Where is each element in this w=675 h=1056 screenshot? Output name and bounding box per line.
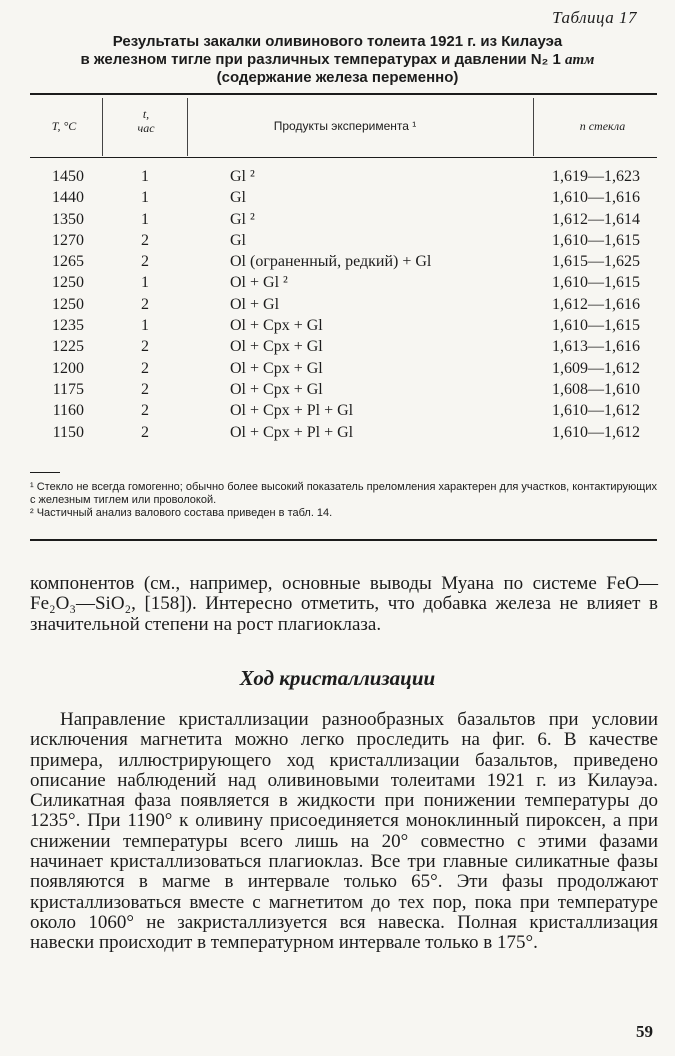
cell-temperature: 1160	[52, 402, 84, 420]
cell-refraction: 1,610—1,616	[552, 189, 640, 207]
table-caption	[0, 33, 675, 87]
header-temperature: T, °C	[51, 119, 77, 133]
cell-products: Ol + Cpx + Gl	[230, 317, 323, 335]
cell-time: 2	[141, 253, 149, 271]
caption-unit: атм	[564, 52, 595, 68]
table-row	[0, 274, 675, 295]
cell-temperature: 1440	[52, 189, 84, 207]
cell-time: 2	[141, 359, 149, 377]
cell-temperature: 1350	[52, 210, 84, 228]
cell-temperature: 1270	[52, 231, 84, 249]
cell-temperature: 1225	[52, 338, 84, 356]
table-row	[0, 424, 675, 445]
cell-refraction: 1,612—1,614	[552, 210, 640, 228]
column-divider	[102, 98, 103, 156]
section-title: Ход кристаллизации	[239, 666, 436, 690]
paragraph-1: компонентов (см., например, основные выводы Муана по системе FeO—Fe₂O₃—SiO₂, [158]). Интересно отметить, что добавка железа не влияет в значительной степени на рост плагиоклаза.	[30, 573, 658, 635]
cell-time: 1	[141, 274, 149, 292]
cell-temperature: 1265	[52, 253, 84, 271]
page-number: 59	[636, 1022, 653, 1041]
cell-refraction: 1,613—1,616	[552, 338, 640, 356]
table-body	[0, 168, 675, 445]
table-row	[0, 211, 675, 232]
cell-refraction: 1,608—1,610	[552, 380, 640, 398]
table-row	[0, 338, 675, 359]
footnote-2: ² Частичный анализ валового состава приведен в табл. 14.	[30, 507, 333, 519]
table-row	[0, 381, 675, 402]
table-header-rule	[30, 157, 657, 158]
cell-refraction: 1,610—1,615	[552, 317, 640, 335]
cell-products: Ol + Cpx + Gl	[230, 338, 323, 356]
table-label: Таблица 17	[552, 8, 637, 27]
cell-products: Ol + Cpx + Gl	[230, 359, 323, 377]
cell-refraction: 1,610—1,612	[552, 423, 640, 441]
table-bottom-rule	[30, 539, 657, 541]
cell-products: Gl	[230, 189, 246, 207]
caption-line-3: (содержание железа переменно)	[216, 69, 459, 86]
table-row	[0, 253, 675, 274]
table-row	[0, 232, 675, 253]
cell-products: Gl ²	[230, 210, 255, 228]
cell-temperature: 1235	[52, 317, 84, 335]
caption-line-2: в железном тигле при различных температурах и давлении N₂ 1 атм	[80, 51, 595, 68]
cell-products: Ol (ограненный, редкий) + Gl	[230, 253, 432, 271]
footnotes	[30, 481, 657, 520]
cell-temperature: 1450	[52, 168, 84, 185]
caption-line-1: Результаты закалки оливинового толеита 1921 г. из Килауэа	[112, 33, 563, 50]
column-divider	[187, 98, 188, 156]
footnote-rule	[30, 472, 60, 473]
cell-refraction: 1,615—1,625	[552, 253, 640, 271]
cell-products: Ol + Gl ²	[230, 274, 288, 292]
cell-time: 2	[141, 423, 149, 441]
cell-time: 2	[141, 231, 149, 249]
cell-time: 1	[141, 189, 149, 207]
cell-products: Gl ²	[230, 168, 255, 185]
cell-refraction: 1,610—1,612	[552, 402, 640, 420]
cell-time: 1	[141, 210, 149, 228]
cell-products: Ol + Gl	[230, 295, 280, 313]
table-row	[0, 360, 675, 381]
header-products: Продукты эксперимента ¹	[273, 119, 417, 133]
cell-refraction: 1,619—1,623	[552, 168, 640, 185]
table-row	[0, 168, 675, 189]
table-row	[0, 402, 675, 423]
cell-refraction: 1,609—1,612	[552, 359, 640, 377]
cell-temperature: 1150	[52, 423, 84, 441]
footnote-1: ¹ Стекло не всегда гомогенно; обычно более высокий показатель преломления характерен для участков, контактирующих с железным тиглем или проволокой.	[30, 481, 657, 506]
header-time: t, час	[137, 107, 155, 135]
cell-time: 2	[141, 338, 149, 356]
cell-temperature: 1175	[52, 380, 84, 398]
cell-products: Ol + Cpx + Pl + Gl	[230, 402, 354, 420]
cell-products: Ol + Cpx + Gl	[230, 380, 323, 398]
cell-refraction: 1,610—1,615	[552, 231, 640, 249]
cell-time: 1	[141, 317, 149, 335]
column-divider	[533, 98, 534, 156]
cell-temperature: 1200	[52, 359, 84, 377]
cell-products: Gl	[230, 231, 246, 249]
table-row	[0, 189, 675, 210]
cell-time: 2	[141, 295, 149, 313]
cell-products: Ol + Cpx + Pl + Gl	[230, 423, 354, 441]
header-refraction: n стекла	[579, 119, 626, 133]
paragraph-2: Направление кристаллизации разнообразных базальтов при условии исключения магнетита можно легко проследить на фиг. 6. В качестве примера, иллюстрирующего ход кристаллизации базальтов, приведено описание наблюдений над оливиновыми толеитами 1921 г. из Килауэа. Силикатная фаза появляется в жидкости при понижении температуры до 1235°. При 1190° к оливину присоединяется моноклинный пироксен, а при снижении температуры всего лишь на 20° совместно с этими фазами начинает кристаллизоваться плагиоклаз. Все три главные силикатные фазы появляются в магме в интервале только 65°. Эти фазы продолжают кристаллизоваться вместе с магнетитом до тех пор, пока при температуре около 1060° не закристаллизуется вся навеска. Полная кристаллизация навески происходит в температурном интервале только в 175°.	[30, 709, 658, 954]
cell-refraction: 1,610—1,615	[552, 274, 640, 292]
cell-time: 1	[141, 168, 149, 185]
table-top-rule	[30, 93, 657, 95]
cell-temperature: 1250	[52, 295, 84, 313]
table-row	[0, 296, 675, 317]
cell-temperature: 1250	[52, 274, 84, 292]
table-row	[0, 317, 675, 338]
cell-refraction: 1,612—1,616	[552, 295, 640, 313]
cell-time: 2	[141, 380, 149, 398]
cell-time: 2	[141, 402, 149, 420]
